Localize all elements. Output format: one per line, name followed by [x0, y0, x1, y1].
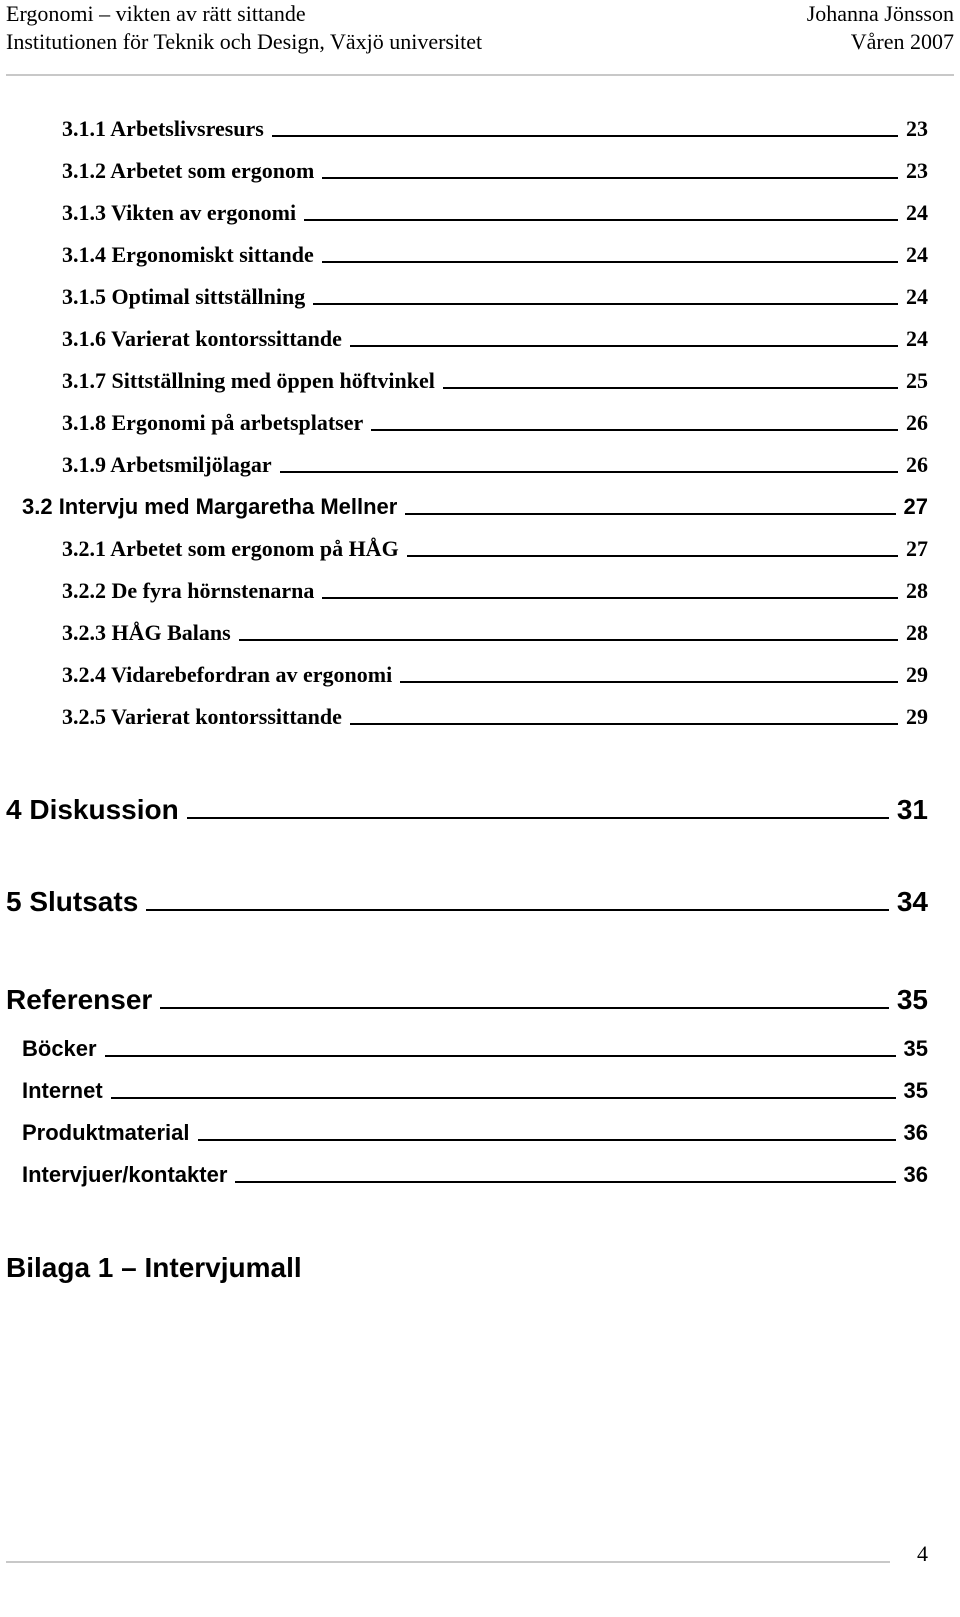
- toc-leader: [239, 639, 898, 641]
- toc-entry[interactable]: [62, 150, 928, 184]
- toc-entry-title: 3.2.4 Vidarebefordran av ergonomi: [62, 662, 393, 687]
- toc-entry[interactable]: [6, 876, 928, 918]
- toc-entry[interactable]: [62, 654, 928, 688]
- toc-entry-title: 3.1.3 Vikten av ergonomi: [62, 200, 297, 225]
- toc-entry-page: 24: [906, 242, 928, 267]
- toc-leader: [371, 429, 898, 431]
- toc-entry[interactable]: [22, 1070, 928, 1104]
- toc-leader: [405, 513, 895, 515]
- toc-entry-title: Referenser: [6, 984, 153, 1015]
- toc-leader: [304, 219, 898, 221]
- toc-entry[interactable]: [62, 108, 928, 142]
- toc-entry[interactable]: [62, 696, 928, 730]
- toc-leader: [146, 909, 889, 911]
- toc-entry-page: 35: [903, 1078, 928, 1103]
- toc-leader: [105, 1055, 896, 1057]
- toc-entry[interactable]: [22, 1028, 928, 1062]
- toc-entry[interactable]: [6, 974, 928, 1016]
- toc-leader: [443, 387, 898, 389]
- page-number: 4: [917, 1541, 928, 1566]
- toc-entry[interactable]: [62, 570, 928, 604]
- toc-leader: [322, 261, 898, 263]
- toc-entry-title: 3.1.8 Ergonomi på arbetsplatser: [62, 410, 364, 435]
- toc-entry[interactable]: [6, 1242, 302, 1284]
- header-institution: Institutionen för Teknik och Design, Växjö universitet: [6, 29, 483, 54]
- toc-entry[interactable]: [22, 486, 928, 520]
- toc-entry-page: 24: [906, 284, 928, 309]
- toc-entry-page: 29: [906, 662, 928, 687]
- toc-leader: [350, 345, 898, 347]
- toc-entry[interactable]: [62, 234, 928, 268]
- toc-entry[interactable]: [6, 784, 928, 826]
- toc-entry[interactable]: [62, 528, 928, 562]
- toc-leader: [407, 555, 898, 557]
- toc-entry-title: 4 Diskussion: [6, 794, 179, 825]
- header-author: Johanna Jönsson: [806, 1, 954, 26]
- toc-leader: [198, 1139, 896, 1141]
- toc-entry[interactable]: [62, 318, 928, 352]
- toc-entry-page: 23: [906, 158, 928, 183]
- toc-entry-page: 26: [906, 410, 928, 435]
- toc-entry-title: 3.2.2 De fyra hörnstenarna: [62, 578, 315, 603]
- toc-entry-title: 3.1.7 Sittställning med öppen höftvinkel: [62, 368, 435, 393]
- toc-entry[interactable]: [62, 444, 928, 478]
- toc-entry-page: 36: [903, 1120, 928, 1145]
- toc-entry[interactable]: [22, 1112, 928, 1146]
- toc-entry-page: 29: [906, 704, 928, 729]
- toc-entry-title: 3.1.4 Ergonomiskt sittande: [62, 242, 314, 267]
- toc-leader: [350, 723, 898, 725]
- header-document-title: Ergonomi – vikten av rätt sittande: [6, 1, 306, 26]
- toc-leader: [111, 1097, 896, 1099]
- toc-entry-page: 36: [903, 1162, 928, 1187]
- toc-entry-title: 3.1.5 Optimal sittställning: [62, 284, 306, 309]
- toc-leader: [187, 817, 889, 819]
- footer-divider: [6, 1561, 890, 1563]
- toc-entry-page: 25: [906, 368, 928, 393]
- toc-entry-page: 24: [906, 200, 928, 225]
- toc-leader: [322, 597, 898, 599]
- toc-entry-title: Internet: [22, 1078, 103, 1103]
- toc-entry[interactable]: [22, 1154, 928, 1188]
- toc-entry-page: 27: [906, 536, 928, 561]
- header-term: Våren 2007: [850, 29, 954, 54]
- toc-entry-page: 35: [896, 984, 928, 1015]
- toc-entry-page: 27: [903, 494, 928, 519]
- toc-entry-page: 34: [896, 886, 928, 917]
- toc-entry-title: 3.1.2 Arbetet som ergonom: [62, 158, 315, 183]
- toc-entry-title: 3.1.1 Arbetslivsresurs: [62, 116, 264, 141]
- toc-entry-title: 3.1.6 Varierat kontorssittande: [62, 326, 342, 351]
- toc-entry[interactable]: [62, 276, 928, 310]
- toc-leader: [235, 1181, 895, 1183]
- toc-entry-title: Böcker: [22, 1036, 97, 1061]
- toc-leader: [272, 135, 898, 137]
- toc-entry-title: 3.2.1 Arbetet som ergonom på HÅG: [62, 536, 399, 561]
- toc-entry-page: 31: [896, 794, 928, 825]
- page-header: [0, 0, 960, 80]
- toc-entry-page: 28: [906, 620, 928, 645]
- toc-entry[interactable]: [62, 192, 928, 226]
- toc-entry-title: Produktmaterial: [22, 1120, 190, 1145]
- toc-leader: [280, 471, 898, 473]
- toc-entry-title: Bilaga 1 – Intervjumall: [6, 1252, 302, 1283]
- toc-entry-title: 5 Slutsats: [6, 886, 139, 917]
- toc-entry-page: 24: [906, 326, 928, 351]
- toc-leader: [400, 681, 898, 683]
- toc-entry-title: 3.1.9 Arbetsmiljölagar: [62, 452, 272, 477]
- toc-entry[interactable]: [62, 612, 928, 646]
- toc-entry-title: 3.2.3 HÅG Balans: [62, 620, 231, 645]
- toc-entry-title: Intervjuer/kontakter: [22, 1162, 228, 1187]
- toc-leader: [322, 177, 898, 179]
- toc-entry-page: 35: [903, 1036, 928, 1061]
- toc-entry-title: 3.2.5 Varierat kontorssittande: [62, 704, 342, 729]
- toc-entry[interactable]: [62, 360, 928, 394]
- toc-entry-page: 28: [906, 578, 928, 603]
- header-divider: [6, 74, 954, 76]
- toc-entry[interactable]: [62, 402, 928, 436]
- toc-entry-page: 26: [906, 452, 928, 477]
- toc-entry-page: 23: [906, 116, 928, 141]
- toc-leader: [160, 1007, 889, 1009]
- toc-leader: [313, 303, 898, 305]
- toc-entry-title: 3.2 Intervju med Margaretha Mellner: [22, 494, 398, 519]
